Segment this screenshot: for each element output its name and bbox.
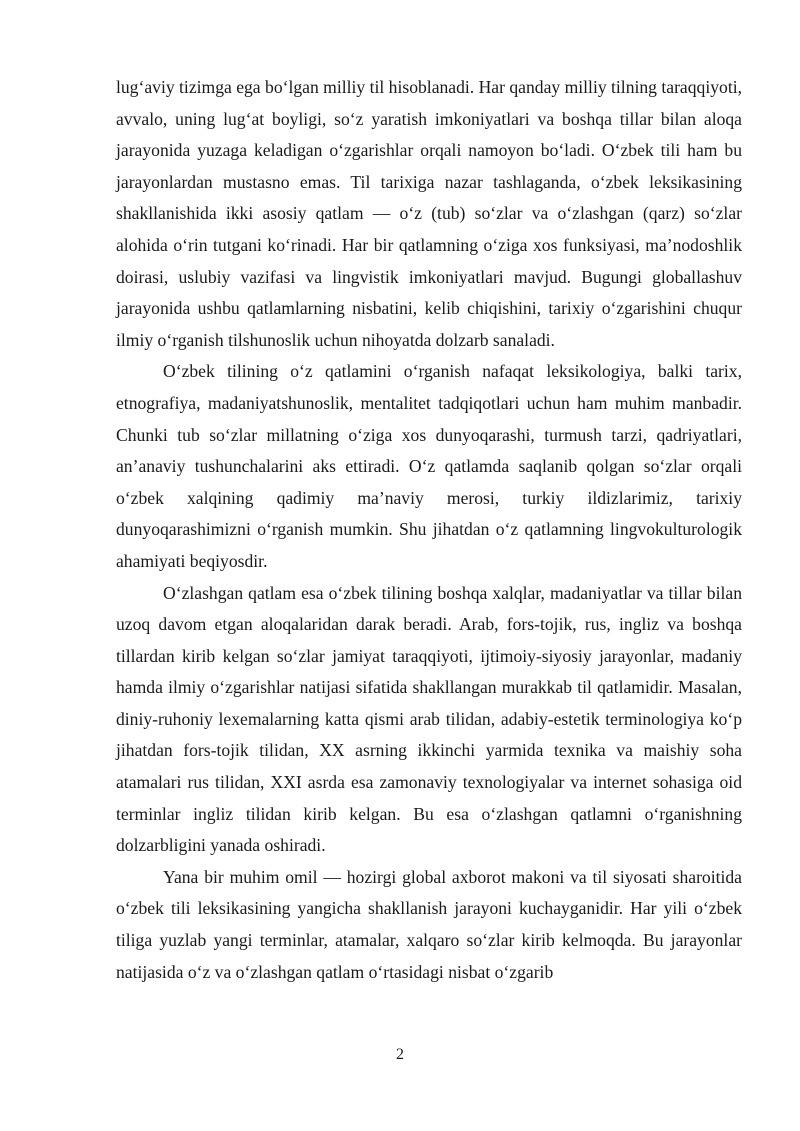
paragraph-3: O‘zlashgan qatlam esa o‘zbek tilining boshqa xalqlar, madaniyatlar va tillar bilan uzoq davom etgan aloqalaridan darak beradi. Arab, fors-tojik, rus, ingliz va boshqa tillardan kirib kelgan so‘zlar jamiyat taraqqiyoti, ijtimoiy-siyosiy jarayonlar, madaniy hamda ilmiy o‘zgarishlar natijasi sifatida shakllangan murakkab til qatlamidir. Masalan, diniy-ruhoniy lexemalarning katta qismi arab tilidan, adabiy-estetik terminologiya ko‘p jihatdan fors-tojik tilidan, XX asrning ikkinchi yarmida texnika va maishiy soha atamalari rus tilidan, XXI asrda esa zamonaviy texnologiyalar va internet sohasiga oid terminlar ingliz tilidan kirib kelgan. Bu esa o‘zlashgan qatlamni o‘rganishning dolzarbligini yanada oshiradi. — [116, 582, 742, 856]
paragraph-1: lug‘aviy tizimga ega bo‘lgan milliy til hisoblanadi. Har qanday milliy tilning taraqqiyoti, avvalo, uning lug‘at boyligi, so‘z yaratish imkoniyatlari va boshqa tillar bilan aloqa jarayonida yuzaga keladigan o‘zgarishlar orqali namoyon bo‘ladi. O‘zbek tili ham bu jarayonlardan mustasno emas. Til tarixiga nazar tashlaganda, o‘zbek leksikasining shakllanishida ikki asosiy qatlam — o‘z (tub) so‘zlar va o‘zlashgan (qarz) so‘zlar alohida o‘rin tutgani ko‘rinadi. Har bir qatlamning o‘ziga xos funksiyasi, ma’nodoshlik doirasi, uslubiy vazifasi va lingvistik imkoniyatlari mavjud. Bugungi globallashuv jarayonida ushbu qatlamlarning nisbatini, kelib chiqishini, tarixiy o‘zgarishini chuqur ilmiy o‘rganish tilshunoslik uchun nihoyatda dolzarb sanaladi. — [116, 77, 742, 350]
body-text — [116, 72, 742, 988]
paragraph-2: O‘zbek tilining o‘z qatlamini o‘rganish nafaqat leksikologiya, balki tarix, etnografiya, madaniyatshunoslik, mentalitet tadqiqotlari uchun ham muhim manbadir. Chunki tub so‘zlar millatning o‘ziga xos dunyoqarashi, turmush tarzi, qadriyatlari, an’anaviy tushunchalarini aks ettiradi. O‘z qatlamda saqlanib qolgan so‘zlar orqali o‘zbek xalqining qadimiy ma’naviy merosi, turkiy ildizlarimiz, tarixiy dunyoqarashimizni o‘rganish mumkin. Shu jihatdan o‘z qatlamning lingvokulturologik ahamiyati beqiyosdir. — [116, 361, 742, 571]
paragraph-4: Yana bir muhim omil — hozirgi global axborot makoni va til siyosati sharoitida o‘zbek tili leksikasining yangicha shakllanish jarayoni kuchayganidir. Har yili o‘zbek tiliga yuzlab yangi terminlar, atamalar, xalqaro so‘zlar kirib kelmoqda. Bu jarayonlar natijasida o‘z va o‘zlashgan qatlam o‘rtasidagi nisbat o‘zgarib — [116, 866, 742, 982]
page-number: 2 — [396, 1046, 404, 1063]
